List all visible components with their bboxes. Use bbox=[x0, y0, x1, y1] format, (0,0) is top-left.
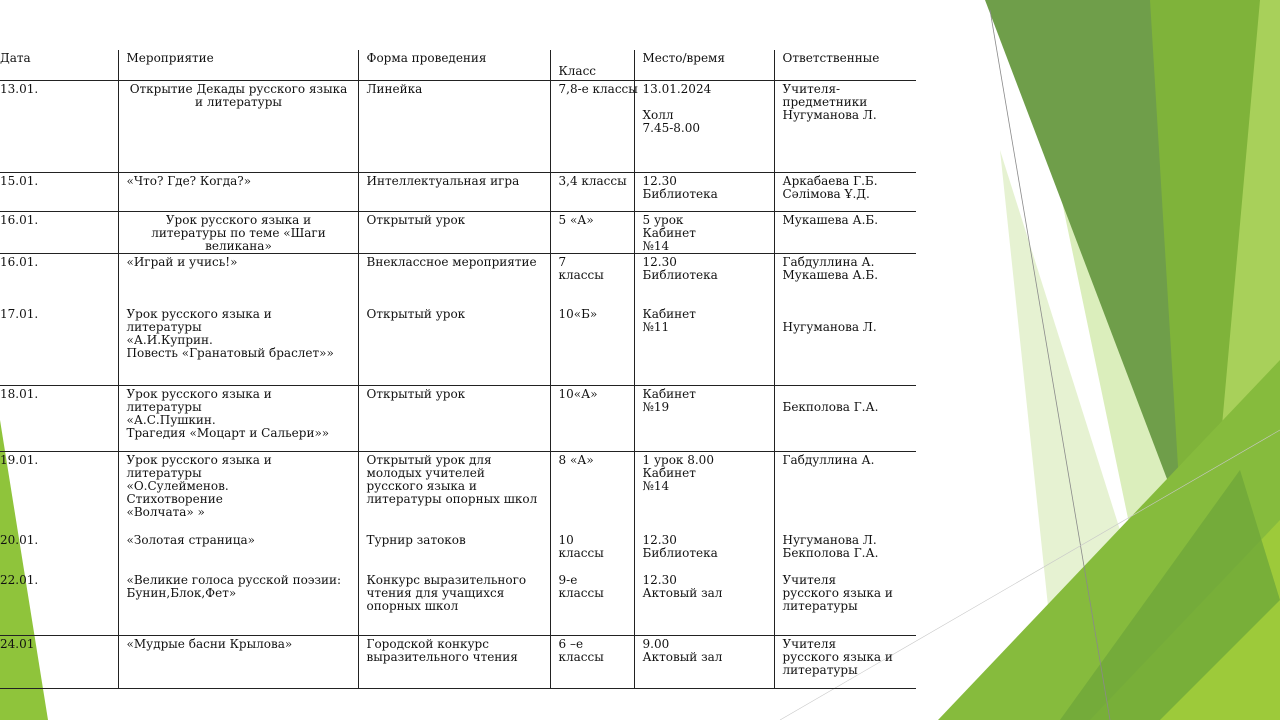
cell-event bbox=[118, 452, 358, 532]
cell-date bbox=[0, 636, 118, 689]
cell-responsible bbox=[774, 636, 916, 689]
cell-line: Библиотека bbox=[642, 545, 718, 560]
cell-line: Конкурс выразительного чтения для учащихся опорных школ bbox=[366, 572, 527, 613]
cell-responsible bbox=[774, 81, 916, 173]
table-row bbox=[0, 254, 916, 306]
cell-line: 7,8-е классы bbox=[558, 82, 638, 96]
header-class bbox=[550, 50, 634, 81]
cell-line: «Золотая страница» bbox=[126, 532, 255, 547]
schedule-document bbox=[0, 50, 916, 689]
cell-line: 17.01. bbox=[0, 306, 39, 321]
cell-class bbox=[550, 636, 634, 689]
cell-line: 6 –е bbox=[558, 637, 584, 651]
cell-event bbox=[118, 386, 358, 452]
cell-class bbox=[550, 572, 634, 636]
cell-line: «Что? Где? Когда?» bbox=[126, 174, 252, 188]
document-image bbox=[0, 50, 916, 700]
table-row bbox=[0, 81, 916, 173]
cell-responsible bbox=[774, 386, 916, 452]
cell-date bbox=[0, 173, 118, 212]
cell-line: Урок русского языка и литературы bbox=[126, 453, 272, 480]
cell-line: классы bbox=[558, 585, 604, 600]
cell-line: Габдуллина А. bbox=[782, 255, 875, 269]
header-form: Форма проведения bbox=[358, 50, 550, 81]
cell-line: русского языка и bbox=[782, 650, 893, 664]
cell-line: Урок русского языка и литературы по теме «Шаги великана» bbox=[151, 213, 326, 253]
cell-line: Учителя bbox=[782, 637, 837, 651]
cell-class bbox=[550, 386, 634, 452]
cell-line: классы bbox=[558, 650, 604, 664]
cell-class bbox=[550, 173, 634, 212]
cell-responsible bbox=[774, 452, 916, 532]
cell-date bbox=[0, 532, 118, 572]
table-header-row bbox=[0, 50, 916, 81]
header-date: Дата bbox=[0, 51, 31, 65]
cell-line: Аркабаева Г.Б. bbox=[782, 174, 878, 188]
cell-form bbox=[358, 386, 550, 452]
cell-event bbox=[118, 532, 358, 572]
table-row bbox=[0, 532, 916, 572]
cell-line: 15.01. bbox=[0, 174, 39, 188]
cell-date bbox=[0, 81, 118, 173]
table-row bbox=[0, 173, 916, 212]
cell-line: Библиотека bbox=[642, 268, 718, 282]
header-event: Мероприятие bbox=[118, 50, 358, 81]
cell-line: 12.30 bbox=[642, 532, 677, 547]
cell-line: Кабинет bbox=[642, 387, 696, 401]
cell-line: Кабинет bbox=[642, 226, 696, 240]
cell-line: «Мудрые басни Крылова» bbox=[126, 637, 293, 651]
cell-line: «Волчата» » bbox=[126, 505, 205, 519]
table-row bbox=[0, 212, 916, 254]
cell-line: Мукашева А.Б. bbox=[782, 213, 879, 227]
cell-class bbox=[550, 306, 634, 386]
cell-line: 13.01.2024 bbox=[642, 82, 712, 96]
cell-form bbox=[358, 212, 550, 254]
cell-event bbox=[118, 636, 358, 689]
cell-responsible bbox=[774, 173, 916, 212]
cell-line: Нугуманова Л. bbox=[782, 319, 877, 334]
cell-line: Открытый урок для молодых учителей русского языка и литературы опорных школ bbox=[366, 453, 538, 506]
cell-responsible bbox=[774, 254, 916, 306]
cell-class bbox=[550, 81, 638, 173]
cell-line: 12.30 bbox=[642, 255, 677, 269]
cell-place bbox=[634, 452, 774, 532]
cell-line: 10«Б» bbox=[558, 306, 598, 321]
cell-line: Сәлімова Ұ.Д. bbox=[782, 187, 870, 201]
cell-form bbox=[358, 254, 550, 306]
cell-line: №14 bbox=[642, 479, 670, 493]
cell-line: Повесть «Гранатовый браслет»» bbox=[126, 345, 334, 360]
cell-line: Трагедия «Моцарт и Сальери»» bbox=[126, 426, 330, 440]
cell-line: 12.30 bbox=[642, 174, 677, 188]
cell-event bbox=[118, 306, 358, 386]
cell-event bbox=[118, 173, 358, 212]
header-place-time: Место/время bbox=[634, 50, 774, 81]
cell-line: 9-е bbox=[558, 572, 578, 587]
cell-place bbox=[634, 386, 774, 452]
cell-line: 10 bbox=[558, 532, 574, 547]
table-row bbox=[0, 306, 916, 386]
cell-event bbox=[118, 254, 358, 306]
cell-event bbox=[118, 212, 358, 254]
cell-line: Нугуманова Л. bbox=[782, 532, 877, 547]
cell-line: «Великие голоса русской поэзии: Бунин,Блок,Фет» bbox=[126, 572, 342, 600]
cell-line: Внеклассное мероприятие bbox=[366, 255, 537, 269]
cell-line: 1 урок 8.00 bbox=[642, 453, 714, 467]
cell-line: Актовый зал bbox=[642, 650, 723, 664]
cell-line: Актовый зал bbox=[642, 585, 723, 600]
cell-date bbox=[0, 386, 118, 452]
cell-line: Кабинет bbox=[642, 306, 696, 321]
cell-line: Открытый урок bbox=[366, 213, 466, 227]
cell-line: №19 bbox=[642, 400, 670, 414]
cell-line: 16.01. bbox=[0, 213, 39, 227]
cell-form bbox=[358, 306, 550, 386]
cell-line: «Играй и учись!» bbox=[126, 255, 238, 269]
cell-place bbox=[634, 81, 774, 173]
cell-line: 18.01. bbox=[0, 387, 39, 401]
cell-form bbox=[358, 81, 550, 173]
cell-line: №14 bbox=[642, 239, 670, 253]
cell-responsible bbox=[774, 306, 916, 386]
cell-line: Урок русского языка и литературы bbox=[126, 306, 272, 334]
cell-line: Турнир затоков bbox=[366, 532, 466, 547]
cell-responsible bbox=[774, 532, 916, 572]
table-row bbox=[0, 636, 916, 689]
cell-line bbox=[783, 308, 910, 321]
cell-place bbox=[634, 254, 774, 306]
header-responsible: Ответственные bbox=[774, 50, 916, 81]
cell-line: 3,4 классы bbox=[558, 174, 627, 188]
cell-line: Мукашева А.Б. bbox=[782, 268, 879, 282]
cell-line: Холл bbox=[642, 108, 674, 122]
cell-line: 20.01. bbox=[0, 532, 39, 547]
cell-form bbox=[358, 572, 550, 636]
cell-form bbox=[358, 636, 550, 689]
cell-line: 5 «А» bbox=[558, 213, 594, 227]
cell-line: «А.И.Куприн. bbox=[126, 332, 213, 347]
cell-line: 22.01. bbox=[0, 572, 39, 587]
cell-line: Линейка bbox=[366, 82, 423, 96]
cell-responsible bbox=[774, 572, 916, 636]
cell-line: Кабинет bbox=[642, 466, 696, 480]
cell-line: «А.С.Пушкин. bbox=[126, 413, 216, 427]
cell-event bbox=[118, 81, 358, 173]
cell-line: Интеллектуальная игра bbox=[366, 174, 520, 188]
cell-class bbox=[550, 452, 634, 532]
cell-line: Урок русского языка и литературы bbox=[126, 387, 272, 414]
cell-line: Учителя bbox=[782, 572, 837, 587]
cell-line: классы bbox=[558, 268, 604, 282]
cell-line: Открытый урок bbox=[366, 306, 466, 321]
cell-line: Габдуллина А. bbox=[782, 453, 875, 467]
table-row bbox=[0, 572, 916, 636]
cell-date bbox=[0, 254, 118, 306]
header-class-label: Класс bbox=[558, 64, 597, 78]
cell-line: 5 урок bbox=[642, 213, 684, 227]
cell-line: Стихотворение bbox=[126, 492, 223, 506]
cell-line: Открытие Декады русского языка и литературы bbox=[129, 82, 348, 109]
cell-line: Библиотека bbox=[642, 187, 718, 201]
cell-date bbox=[0, 572, 118, 636]
cell-line: 7.45-8.00 bbox=[642, 121, 700, 135]
cell-line: Открытый урок bbox=[366, 387, 466, 401]
cell-class bbox=[550, 254, 634, 306]
cell-line: 10«А» bbox=[558, 387, 598, 401]
cell-place bbox=[634, 212, 774, 254]
cell-line: 8 «А» bbox=[558, 453, 594, 467]
cell-line: 9.00 bbox=[642, 637, 670, 651]
cell-responsible bbox=[774, 212, 916, 254]
cell-line: предметники bbox=[782, 95, 868, 109]
cell-form bbox=[358, 173, 550, 212]
cell-date bbox=[0, 306, 118, 386]
cell-date bbox=[0, 452, 118, 532]
cell-line: 24.01 bbox=[0, 637, 35, 651]
table-row bbox=[0, 452, 916, 532]
cell-form bbox=[358, 532, 550, 572]
schedule-table bbox=[0, 50, 916, 689]
cell-date bbox=[0, 212, 118, 254]
cell-line: классы bbox=[558, 545, 604, 560]
cell-place bbox=[634, 636, 774, 689]
cell-line: 13.01. bbox=[0, 82, 39, 96]
cell-class bbox=[550, 532, 634, 572]
cell-line: 7 bbox=[558, 255, 567, 269]
cell-line: «О.Сулейменов. bbox=[126, 479, 229, 493]
cell-line: Бекполова Г.А. bbox=[782, 400, 879, 414]
cell-line: №11 bbox=[642, 319, 670, 334]
cell-class bbox=[550, 212, 634, 254]
cell-line: 12.30 bbox=[642, 572, 677, 587]
cell-event bbox=[118, 572, 358, 636]
cell-place bbox=[634, 173, 774, 212]
cell-place bbox=[634, 306, 774, 386]
cell-place bbox=[634, 532, 774, 572]
cell-line: русского языка и bbox=[782, 585, 893, 600]
cell-form bbox=[358, 452, 550, 532]
table-row bbox=[0, 386, 916, 452]
cell-line: Нугуманова Л. bbox=[782, 108, 877, 122]
cell-line: Учителя- bbox=[782, 82, 841, 96]
cell-line: литературы bbox=[782, 598, 858, 613]
cell-line: литературы bbox=[782, 663, 858, 677]
cell-line: Бекполова Г.А. bbox=[782, 545, 879, 560]
cell-line: 16.01. bbox=[0, 255, 39, 269]
cell-line: 19.01. bbox=[0, 453, 39, 467]
cell-place bbox=[634, 572, 774, 636]
cell-line: Городской конкурс выразительного чтения bbox=[366, 637, 518, 664]
